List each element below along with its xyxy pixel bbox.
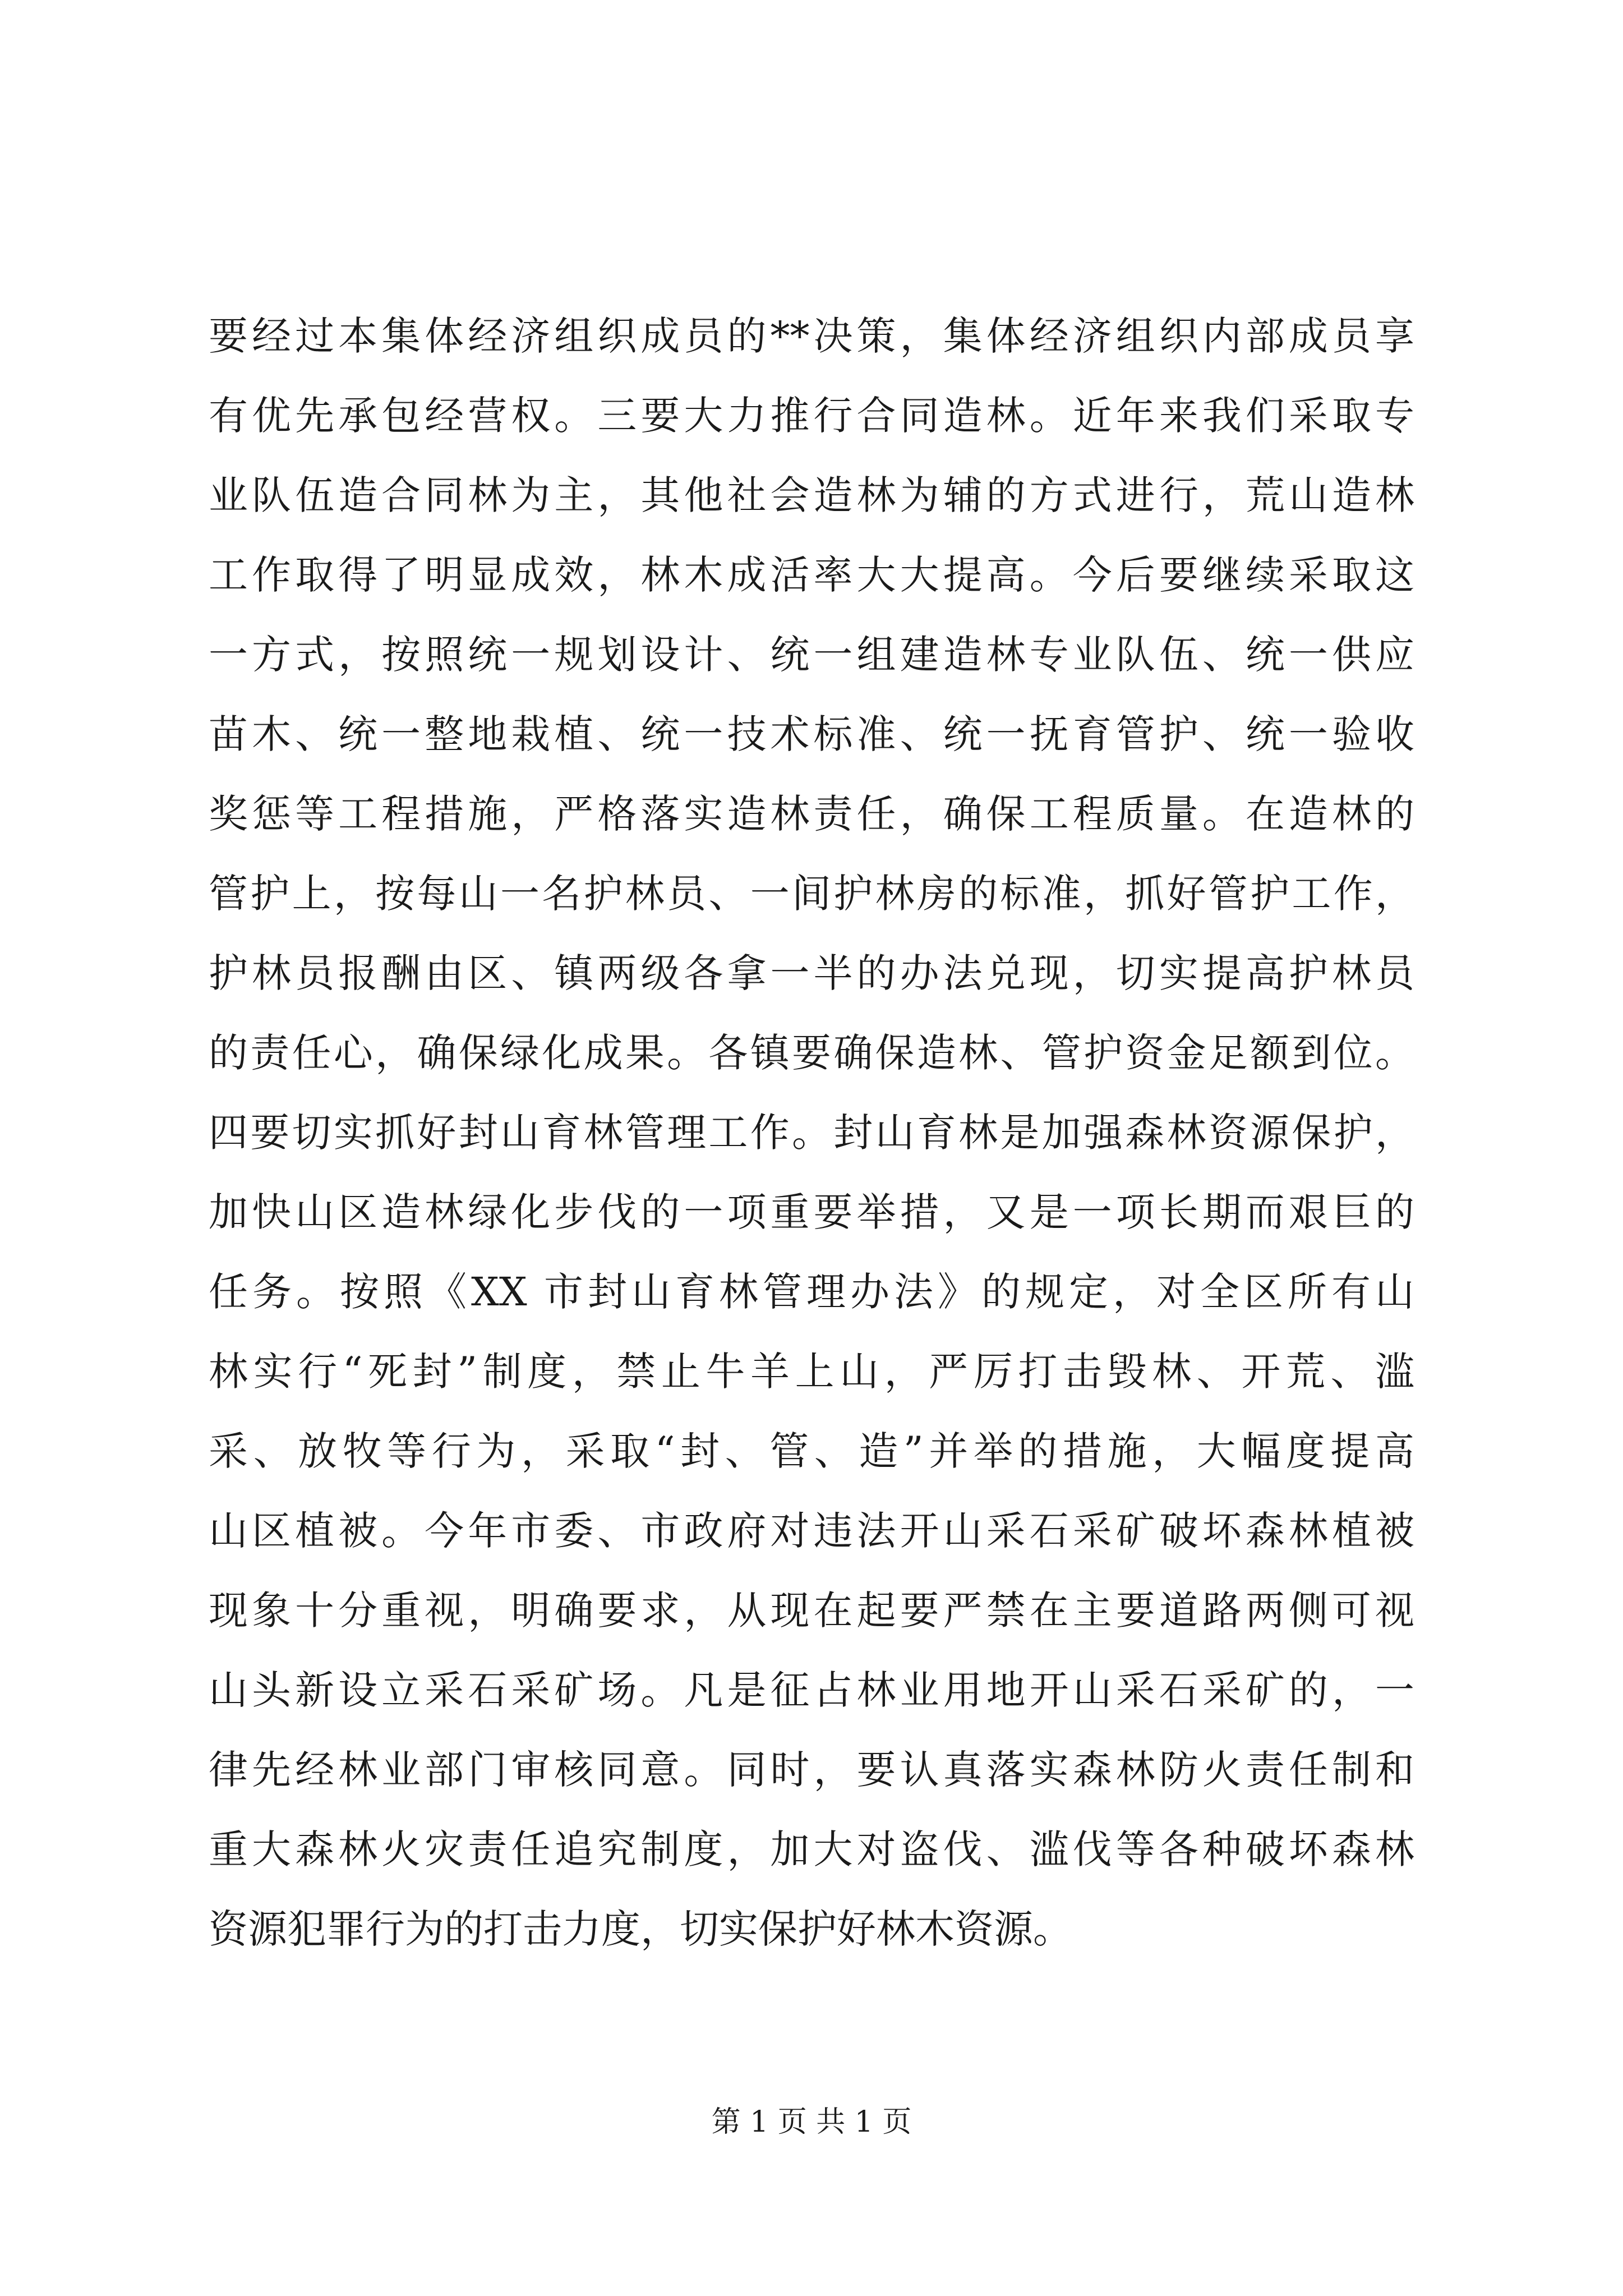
page-number: 第 1 页 共 1 页 — [711, 2105, 912, 2139]
text-line: 业队伍造合同林为主，其他社会造林为辅的方式进行，荒山造林 — [209, 472, 1414, 518]
text-line: 一方式，按照统一规划设计、统一组建造林专业队伍、统一供应 — [209, 632, 1414, 678]
text-line: 的责任心，确保绿化成果。各镇要确保造林、管护资金足额到位。 — [209, 1030, 1414, 1076]
text-line: 有优先承包经营权。三要大力推行合同造林。近年来我们采取专 — [209, 393, 1414, 439]
text-line: 律先经林业部门审核同意。同时，要认真落实森林防火责任制和 — [209, 1747, 1414, 1793]
body-text — [209, 296, 1414, 1969]
page-footer — [0, 2102, 1623, 2142]
text-line: 四要切实抓好封山育林管理工作。封山育林是加强森林资源保护， — [209, 1110, 1414, 1156]
text-line: 苗木、统一整地栽植、统一技术标准、统一抚育管护、统一验收 — [209, 711, 1414, 757]
text-line: 现象十分重视，明确要求，从现在起要严禁在主要道路两侧可视 — [209, 1588, 1414, 1634]
text-line: 重大森林火灾责任追究制度，加大对盗伐、滥伐等各种破坏森林 — [209, 1826, 1414, 1872]
text-line: 要经过本集体经济组织成员的**决策，集体经济组织内部成员享 — [209, 313, 1414, 359]
text-line: 山区植被。今年市委、市政府对违法开山采石采矿破坏森林植被 — [209, 1508, 1414, 1554]
text-line: 护林员报酬由区、镇两级各拿一半的办法兑现，切实提高护林员 — [209, 950, 1414, 996]
text-line: 采、放牧等行为，采取“封、管、造”并举的措施，大幅度提高 — [209, 1428, 1414, 1474]
text-line: 山头新设立采石采矿场。凡是征占林业用地开山采石采矿的，一 — [209, 1667, 1414, 1713]
text-line: 林实行“死封”制度，禁止牛羊上山，严厉打击毁林、开荒、滥 — [209, 1349, 1414, 1395]
text-line: 加快山区造林绿化步伐的一项重要举措，又是一项长期而艰巨的 — [209, 1189, 1414, 1235]
text-line: 工作取得了明显成效，林木成活率大大提高。今后要继续采取这 — [209, 552, 1414, 598]
text-line: 奖惩等工程措施，严格落实造林责任，确保工程质量。在造林的 — [209, 791, 1414, 837]
text-line: 管护上，按每山一名护林员、一间护林房的标准，抓好管护工作， — [209, 871, 1414, 917]
text-line: 任务。按照《XX 市封山育林管理办法》的规定，对全区所有山 — [209, 1269, 1414, 1315]
text-line: 资源犯罪行为的打击力度，切实保护好林木资源。 — [209, 1906, 1072, 1952]
